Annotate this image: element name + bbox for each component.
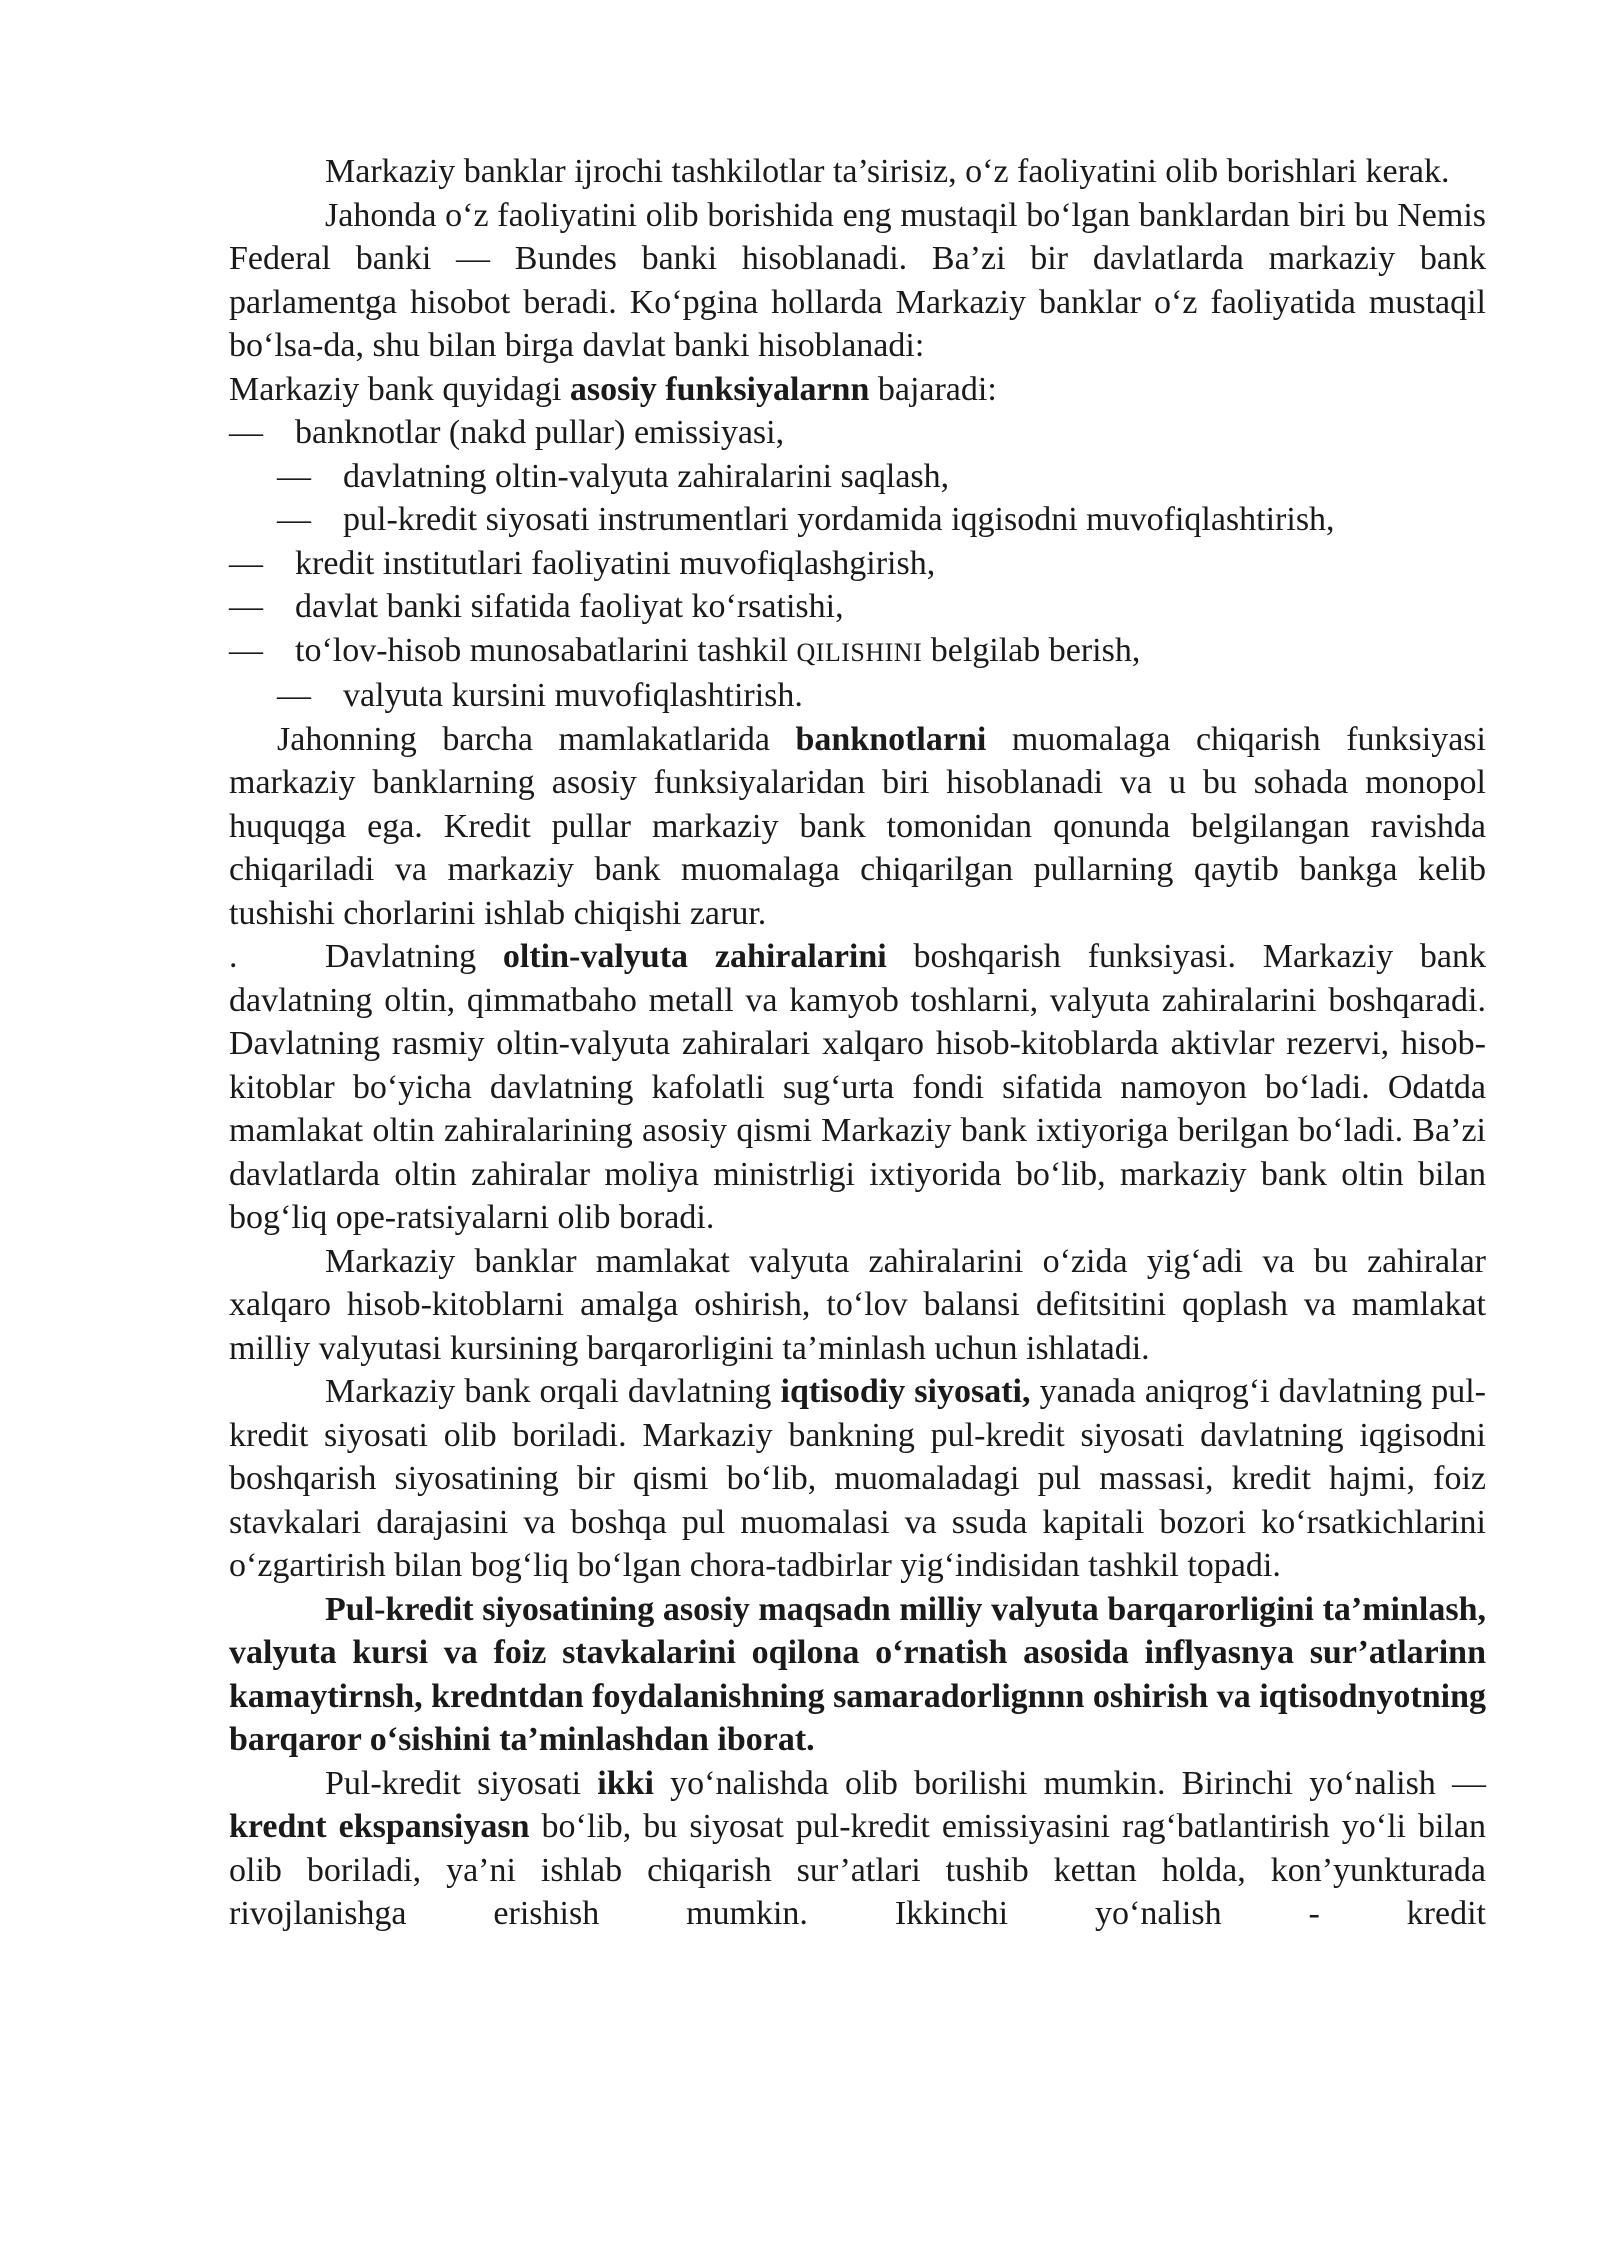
paragraph-5 — [229, 935, 1486, 1240]
bold-term-ikki: ikki — [597, 1764, 654, 1802]
bold-term-zahiralar: oltin-valyuta zahiralarini — [502, 938, 887, 975]
list-item — [229, 674, 1486, 718]
list-item-text: davlat banki sifatida faoliyat ko‘rsatishi, — [295, 588, 844, 625]
list-item-text: valyuta kursini muvofiqlashtirish. — [343, 677, 803, 714]
paragraph-1: Markaziy banklar ijrochi tashkilotlar ta’sirisiz, o‘z faoliyatini olib borishlari kerak. — [325, 153, 1450, 190]
paragraph-3 — [229, 368, 1486, 412]
list-item-text: to‘lov-hisob munosabatlarini tashkil — [295, 631, 797, 669]
list-item — [229, 455, 1486, 499]
functions-list — [229, 411, 1486, 718]
paragraph-7-text: Markaziy bank orqali davlatning — [325, 1373, 781, 1410]
dash-marker: — — [229, 631, 263, 669]
paragraph-3-text: Markaziy bank quyidagi — [229, 370, 570, 408]
paragraph-9-text-mid: yo‘nalishda olib borilishi mumkin. Birinchi yo‘nalish — — [653, 1764, 1486, 1802]
stray-dot: . — [229, 938, 238, 975]
bold-term-banknotlar: banknotlarni — [795, 720, 987, 758]
dash-marker: — — [229, 588, 263, 625]
list-item-text: pul-kredit siyosati instrumentlari yordamida iqgisodni muvofiqlashtirish, — [343, 501, 1335, 538]
dash-marker: — — [229, 544, 263, 582]
paragraph-2: Jahonda o‘z faoliyatini olib borishida eng mustaqil bo‘lgan banklardan biri bu Nemis Federal banki — Bundes banki hisoblanadi. Ba’zi bir davlatlarda markaziy bank parlamentga hisobot beradi. Ko‘pgina hollarda Markaziy banklar o‘z faoliyatida mustaqil bo‘lsa-da, shu bilan birga davlat banki hisoblanadi: — [229, 196, 1486, 364]
paragraph-4-text: Jahonning barcha mamlakatlarida — [277, 720, 796, 758]
list-item — [229, 542, 1486, 586]
paragraph-7 — [229, 1370, 1486, 1588]
paragraph-4 — [229, 718, 1486, 936]
list-item — [229, 411, 1486, 455]
paragraph-4-text-end: muomalaga chiqarish funksiyasi markaziy banklarning asosiy funksiyalaridan biri hisoblanadi va u bu sohada monopol huquqga ega. Kredit pullar markaziy bank tomonidan qonunda belgilangan ravishda chiqariladi va markaziy bank muomalaga chiqarilgan pullarning qaytib bankga kelib tushishi chorlarini ishlab chiqishi zarur. — [229, 720, 1486, 932]
paragraph-5-text-end: boshqarish funksiyasi. Markaziy bank davlatning oltin, qimmatbaho metall va kamyob toshlarni, valyuta zahiralarini boshqaradi. Davlatning rasmiy oltin-valyuta zahiralari xalqaro hisob-kitoblarda aktivlar rezervi, hisob-kitoblar bo‘yicha davlatning kafolatli sug‘urta fondi sifatida namoyon bo‘ladi. Odatda mamlakat oltin zahiralarining asosiy qismi Markaziy bank ixtiyoriga berilgan bo‘ladi. Ba’zi davlatlarda oltin zahiralar moliya ministrligi ixtiyorida bo‘lib, markaziy bank oltin bilan bog‘liq ope-ratsiyalarni olib boradi. — [229, 938, 1486, 1236]
paragraph-5-text: Davlatning — [325, 938, 503, 975]
paragraph-8-bold: Pul-kredit siyosatining asosiy maqsadn milliy valyuta barqarorligini ta’minlash, valyuta kursi va foiz stavkalarini oqilona o‘rnatish asosida inflyasnya sur’atlarinn kamaytirnsh, kredntdan foydalanishning samaradorlignnn oshirish va iqtisodnyotning barqaror o‘sishini ta’minlashdan iborat. — [229, 1590, 1486, 1758]
dash-marker: — — [277, 501, 311, 538]
list-item — [229, 585, 1486, 629]
bold-term-funksiyalar: asosiy funksiyalarnn — [569, 370, 870, 408]
list-item-text: banknotlar (nakd pullar) emissiyasi, — [295, 414, 785, 451]
paragraph-3-text-end: bajaradi: — [869, 370, 997, 408]
list-item — [229, 498, 1486, 542]
dash-marker: — — [229, 414, 263, 451]
dash-marker: — — [277, 677, 311, 714]
list-item-text: kredit institutlari faoliyatini muvofiqlashgirish, — [295, 544, 936, 582]
paragraph-9-text-end: bo‘lib, bu siyosat pul-kredit emissiyasini rag‘batlantirish yo‘li bilan olib boriladi, ya’ni ishlab chiqarish sur’atlari tushib kettan holda, kon’yunkturada rivojlanishga erishish mumkin. Ikkinchi yo‘nalish - kredit — [229, 1808, 1486, 1932]
paragraph-9-text: Pul-kredit siyosati — [325, 1764, 598, 1802]
bold-term-siyosat: iqtisodiy siyosati, — [780, 1373, 1031, 1410]
document-page — [229, 150, 1486, 1936]
list-item-text-end: belgilab berish, — [922, 631, 1141, 669]
paragraph-7-text-end: yanada aniqrog‘i davlatning pul-kredit siyosati olib boriladi. Markaziy bankning pul-kredit siyosati davlatning iqgisodni boshqarish siyosatining bir qismi bo‘lib, muomaladagi pul massasi, kredit hajmi, foiz stavkalari darajasini va boshqa pul muomalasi va ssuda kapitali bozori ko‘rsatkichlarini o‘zgartirish bilan bog‘liq bo‘lgan chora-tadbirlar yig‘indisidan tashkil topadi. — [229, 1373, 1486, 1584]
list-item-text: davlatning oltin-valyuta zahiralarini saqlash, — [343, 457, 950, 495]
bold-term-ekspansiya: krednt ekspansiyasn — [229, 1808, 530, 1845]
paragraph-9 — [229, 1762, 1486, 1936]
list-item — [229, 629, 1486, 675]
dash-marker: — — [277, 457, 311, 495]
paragraph-6: Markaziy banklar mamlakat valyuta zahiralarini o‘zida yig‘adi va bu zahiralar xalqaro hisob-kitoblarni amalga oshirish, to‘lov balansi defitsitini qoplash va mamlakat milliy valyutasi kursining barqarorligini ta’minlash uchun ishlatadi. — [229, 1242, 1486, 1367]
list-item-smallcaps: QILISHINI — [796, 637, 923, 667]
